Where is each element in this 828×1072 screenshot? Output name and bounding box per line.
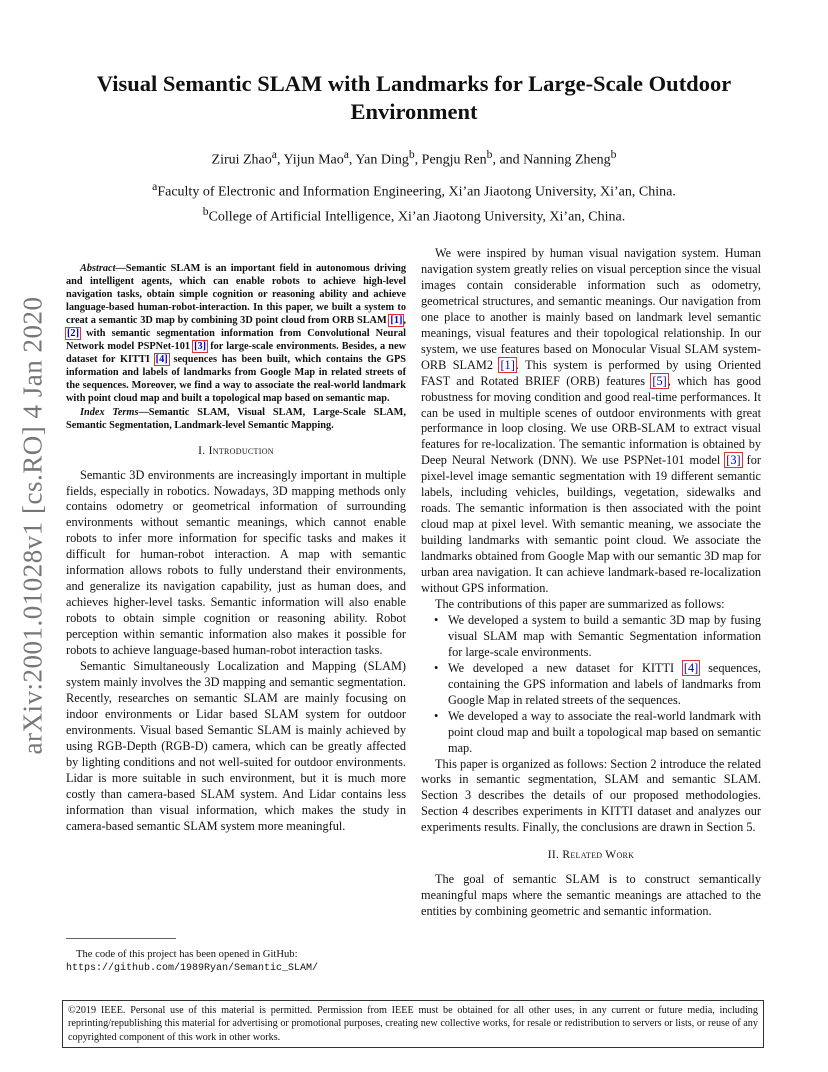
- body-text: for pixel-level image semantic segmentation with 19 different semantic labels, including vehicles, buildings, vegetation, sidewalks and roads. The semantic information is then associated with the point cloud map at pixel level. With semantic meaning, we associate the building landmarks with semantic point cloud. We associate the landmarks obtained from Google Map with our semantic 3D map for urban area navigation. It can achieve landmark-based re-localization without GPS information.: [421, 453, 761, 596]
- affiliation-text: College of Artificial Intelligence, Xi’an Jiaotong University, Xi’an, China.: [208, 209, 626, 225]
- section-heading: [421, 848, 761, 864]
- contributions-list: [421, 613, 761, 757]
- affiliation: [66, 202, 762, 227]
- body-paragraph: The goal of semantic SLAM is to construct semantically meaningful maps where the semantic meanings are attached to the entities by combining geometric and semantic information.: [421, 872, 761, 919]
- body-paragraph: The contributions of this paper are summarized as follows:: [435, 596, 725, 611]
- abstract-text: Semantic SLAM is an important field in autonomous driving and intelligent agents, which can enable robots to achieve high-level navigation tasks, obtain simple cognition or reasoning ability and achieve language-based human-robot-interaction. In this paper, we built a system to creat a semantic 3D map by combining 3D point cloud from ORB SLAM: [66, 263, 406, 327]
- abstract-text: sequences has been built, which contains the GPS information and labels of landmarks from Google Map in related streets of the sequences. Moreover, we find a way to associate the real-world landmark with point cloud map and built a topological map based on semantic map.: [66, 354, 407, 405]
- index-terms-text: Semantic SLAM, Visual SLAM, Large-Scale SLAM, Semantic Segmentation, Landmark-level Semantic Mapping.: [66, 406, 406, 431]
- citation-link[interactable]: [4]: [683, 660, 699, 675]
- citation-link[interactable]: [3]: [726, 453, 741, 468]
- author-name: Nanning Zheng: [523, 152, 611, 168]
- body-text: . This system is performed by using Oriented FAST and Rotated BRIEF (ORB) features: [421, 357, 761, 388]
- author-name: Yijun Mao: [283, 152, 344, 168]
- author-name: Zirui Zhao: [211, 152, 272, 168]
- index-terms-label: Index Terms: [80, 406, 139, 418]
- affiliations: [66, 177, 762, 226]
- author-affiliation-mark: b: [610, 148, 617, 161]
- abstract-label: Abstract: [80, 263, 116, 274]
- index-terms: Index Terms—Semantic SLAM, Visual SLAM, Large-Scale SLAM, Semantic Segmentation, Landmark-level Semantic Mapping.: [66, 406, 406, 431]
- citation-link[interactable]: [1]: [500, 357, 515, 372]
- body-paragraph: This paper is organized as follows: Section 2 introduce the related works in semantic segmentation, SLAM and semantic SLAM. Section 3 describes the details of our proposed methodologies. Section 4 describes experiments in KITTI dataset and analyzes our experiments results. Finally, the conclusions are drawn in Section 5.: [421, 756, 761, 835]
- section-numeral: II.: [547, 849, 563, 862]
- author-affiliation-mark: a: [271, 148, 277, 161]
- author-name: Yan Ding: [355, 152, 409, 168]
- section-title: Introduction: [208, 444, 274, 457]
- list-item-text: We developed a new dataset for KITTI: [448, 660, 683, 675]
- affiliation-mark: b: [202, 204, 209, 218]
- list-item-text: sequences, containing the GPS information and labels of landmarks from Google Map in related streets of the sequences.: [448, 660, 761, 707]
- abstract-text: for large-scale environments. Besides, a new dataset for KITTI: [66, 341, 406, 366]
- affiliation: [66, 177, 762, 202]
- arxiv-identifier: arXiv:2001.01028v1 [cs.RO] 4 Jan 2020: [17, 296, 48, 754]
- footnote-url-link[interactable]: https://github.com/1989Ryan/Semantic_SLAM/: [66, 963, 319, 974]
- citation-link[interactable]: [2]: [67, 328, 80, 340]
- citation-link[interactable]: [3]: [194, 341, 207, 353]
- right-column: [421, 246, 761, 920]
- citation-link[interactable]: [5]: [652, 373, 667, 388]
- affiliation-mark: a: [152, 180, 158, 193]
- paper-title: Visual Semantic SLAM with Landmarks for Large-Scale Outdoor Environment: [96, 71, 732, 124]
- abstract-text: with semantic segmentation information from Convolutional Neural Network model PSPNet-101: [66, 328, 406, 353]
- copyright-notice: ©2019 IEEE. Personal use of this material is permitted. Permission from IEEE must be obtained for all other uses, in any current or future media, including reprinting/republishing this material for advertising or promotional purposes, creating new collective works, for resale or redistribution to servers or lists, or reuse of any copyrighted component of this work in other works.: [62, 1000, 764, 1048]
- abstract: Abstract—Semantic SLAM is an important field in autonomous driving and intelligent agents, which can enable robots to achieve high-level navigation tasks, obtain simple cognition or reasoning ability and achieve language-based human-robot-interaction. In this paper, we built a system to creat a semantic 3D map by combining 3D point cloud from ORB SLAM [1], [2] with semantic segmentation information from Convolutional Neural Network model PSPNet-101 [3] for large-scale environments. Besides, a new dataset for KITTI [4] sequences has been built, which contains the GPS information and labels of landmarks from Google Map in related streets of the sequences. Moreover, we find a way to associate the real-world landmark with point cloud map and built a topological map based on semantic map.: [66, 263, 407, 405]
- footnote-text: The code of this project has been opened in GitHub:: [76, 949, 298, 960]
- author-list: Zirui Zhao$^a$, Yijun Mao$^a$, Yan Ding$^b$, Pengju Ren$^b$, and Nanning Zheng$^b$: [211, 148, 617, 168]
- section-title: Related Work: [562, 849, 635, 862]
- arxiv-sidebar-stamp: [10, 295, 56, 755]
- abstract-text: ,: [403, 315, 406, 327]
- footnote-rule: [66, 938, 176, 939]
- citation-link[interactable]: [1]: [390, 315, 403, 327]
- body-text: , which has good robustness for moving condition and good real-time performances. It can be used in multiple scenes of outdoor environments with great performance in loop closing. We use ORB-SLAM to extract visual features for re-localization. The semantic information is obtained by Deep Neural Network (DNN). We use PSPNet-101 model: [421, 373, 761, 468]
- affiliation-text: Faculty of Electronic and Information Engineering, Xi’an Jiaotong University, Xi’an, China.: [157, 184, 676, 200]
- body-paragraph: Semantic Simultaneously Localization and Mapping (SLAM) system mainly involves the 3D mapping and semantic segmentation. Recently, researches on semantic SLAM are mainly focusing on indoor environments or Lidar based SLAM system for outdoor environments. Visual based Semantic SLAM is mainly achieved by using RGB-Depth (RGB-D) camera, which can be greatly affected by lighting conditions and not well-suited for outdoor environments. Lidar is more suitable in such environment, but it is much more costly than camera-based SLAM system. And Lidar contains less information than visual information, which makes the study in camera-based semantic SLAM system more meaningful.: [66, 659, 406, 833]
- author-name: Pengju Ren: [421, 152, 487, 168]
- section-numeral: I.: [198, 444, 209, 457]
- list-item: • We developed a system to build a semantic 3D map by fusing visual SLAM map with Semantic Segmentation information for large-scale environments.: [448, 613, 761, 661]
- author-affiliation-mark: b: [486, 148, 493, 161]
- body-text: We were inspired by human visual navigation system. Human navigation system greatly relies on visual perception since the visual images contain considerable information such as odometry, geometrical structures, and semantic meanings. Our navigation from one place to another is mainly based on landmark level semantic meanings, visual features and their topological relationship. In our system, we use features based on Monocular Visual SLAM system-ORB SLAM2: [421, 246, 761, 372]
- list-item: [448, 661, 761, 709]
- author-affiliation-mark: a: [343, 148, 349, 161]
- left-column: [66, 262, 406, 834]
- list-item: • We developed a way to associate the real-world landmark with point cloud map and built a topological map based on semantic map.: [448, 709, 761, 757]
- citation-link[interactable]: [4]: [155, 354, 168, 366]
- footnote: [66, 948, 406, 975]
- section-heading: [66, 444, 406, 460]
- body-paragraph: Semantic 3D environments are increasingly important in multiple fields, especially in robotics. Nowadays, 3D mapping methods only contains odometry or geometrical information of surrounding environments without semantic meanings, which cannot enable robots to infer more information for specific tasks and makes it difficult for human-robot interaction. A map with semantic information allows robots to fully understand their environments, and generalize its navigation capability, just as human does, and achieves higher-level tasks. Semantic information will also enable robots to obtain simple cognition or reasoning ability. Robot perception within semantic information also makes it possible for robots to achieve language-based human-robot interaction tasks.: [66, 467, 406, 658]
- body-paragraph: [421, 246, 761, 597]
- author-affiliation-mark: b: [408, 148, 415, 161]
